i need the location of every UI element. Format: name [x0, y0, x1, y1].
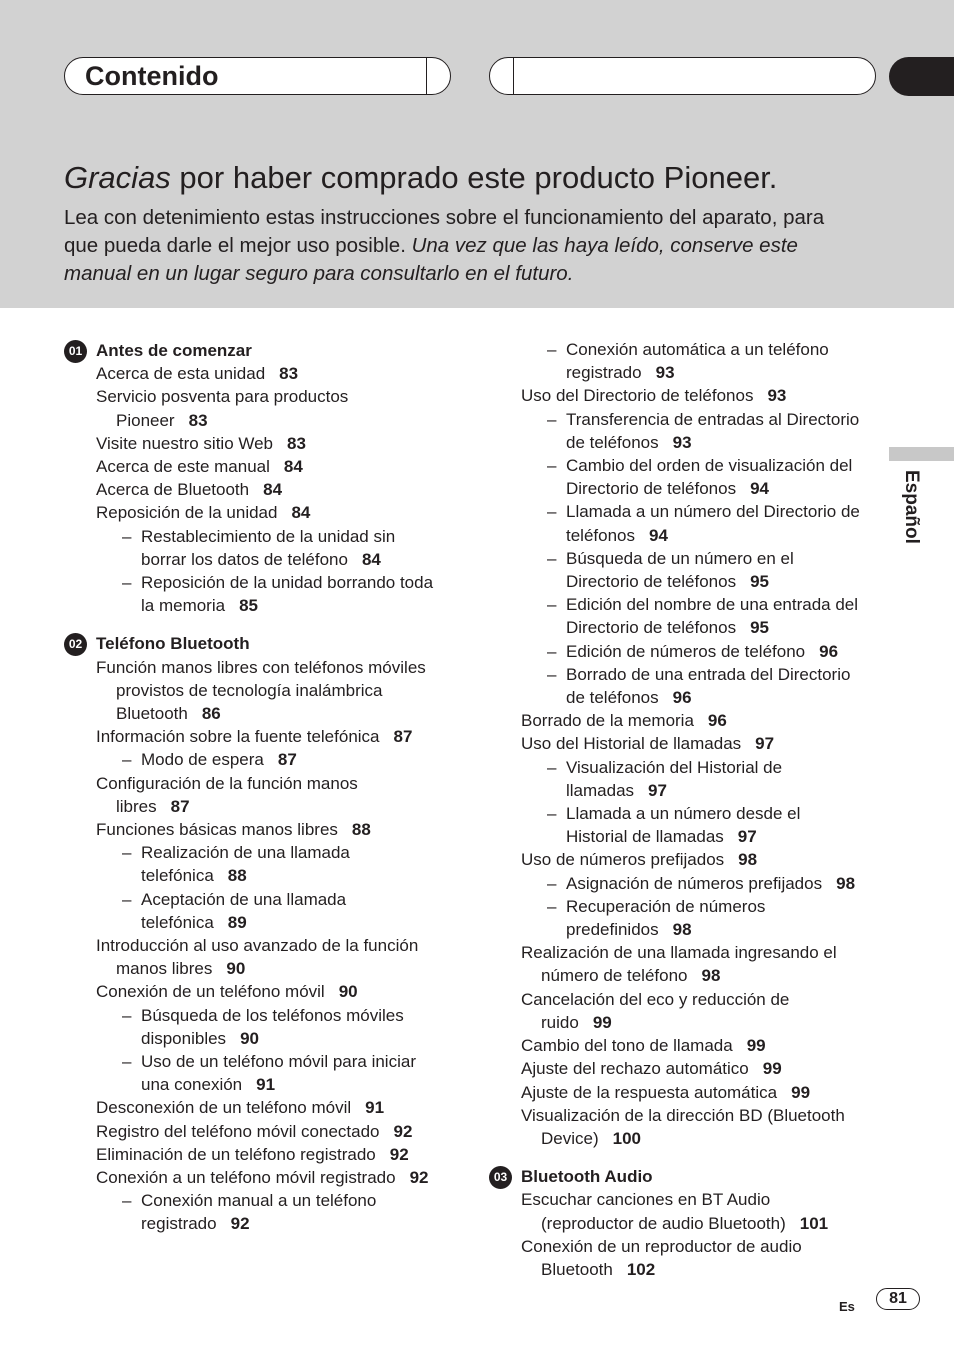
toc-entry-text: provistos de tecnología inalámbrica [116, 680, 383, 700]
toc-subentry [489, 756, 889, 779]
toc-page-number: 96 [672, 688, 692, 708]
toc-entry [64, 656, 464, 679]
headline [64, 158, 777, 198]
section-title: Antes de comenzar [96, 341, 252, 360]
dash-bullet: – [547, 340, 557, 359]
dash-bullet: – [547, 456, 557, 476]
toc-entry [64, 1120, 464, 1143]
toc-subentry [489, 918, 889, 941]
toc-entry-text: Uso del Historial de llamadas [521, 734, 742, 754]
toc-page-number: 95 [750, 572, 770, 592]
toc-page-number: 86 [201, 704, 221, 724]
toc-page-number: 100 [612, 1128, 641, 1148]
toc-entry-text: Uso del Directorio de teléfonos [521, 386, 754, 406]
section-heading [64, 632, 464, 655]
toc-page-number: 83 [188, 410, 208, 430]
toc-page-number: 85 [239, 596, 259, 616]
toc-entry-text: Realización de una llamada [141, 843, 350, 863]
toc-page-number: 98 [836, 873, 856, 893]
toc-entry-text: telefónica [141, 866, 214, 886]
toc-entry-text: Función manos libres con teléfonos móviles [96, 657, 426, 677]
toc-entry-text: Ajuste del rechazo automático [521, 1059, 749, 1079]
dash-bullet: – [547, 595, 557, 615]
toc-entry-text: Directorio de teléfonos [566, 572, 737, 592]
toc-entry [489, 964, 889, 987]
toc-entry-text: Uso de números prefijados [521, 850, 725, 870]
toc-entry-text: Funciones básicas manos libres [96, 820, 338, 840]
dash-bullet: – [547, 873, 557, 893]
toc-page-number: 99 [592, 1012, 612, 1032]
toc-subentry [489, 895, 889, 918]
dash-bullet: – [547, 804, 557, 824]
toc-entry-text: Device) [541, 1128, 599, 1148]
toc-entry-text: Directorio de teléfonos [566, 479, 737, 499]
toc-entry [489, 1258, 889, 1281]
toc-entry [64, 957, 464, 980]
toc-page-number: 90 [240, 1028, 259, 1048]
toc-entry-text: Aceptación de una llamada [141, 889, 347, 909]
toc-entry-text: de teléfonos [566, 688, 659, 708]
toc-entry-text: Conexión de un reproductor de audio [521, 1236, 802, 1256]
dash-bullet: – [547, 641, 557, 661]
dash-bullet: – [547, 548, 557, 568]
toc-entry-text: Borrado de la memoria [521, 711, 694, 731]
toc-page-number: 93 [767, 386, 787, 406]
toc-page-number: 101 [799, 1213, 829, 1233]
toc-page-number: 90 [226, 959, 246, 979]
toc-subentry [489, 408, 889, 431]
toc-entry [64, 980, 464, 1003]
dash-bullet: – [122, 526, 132, 546]
toc-subentry [489, 524, 889, 547]
toc-entry-text: Conexión manual a un teléfono [141, 1191, 377, 1211]
toc-page-number: 98 [738, 850, 758, 870]
toc-entry [64, 501, 464, 524]
section-number-badge: 02 [64, 633, 87, 656]
toc-page-number: 87 [277, 750, 297, 770]
toc-entry [64, 1166, 464, 1189]
toc-page-number: 88 [351, 820, 371, 840]
toc-page-number: 98 [672, 920, 692, 940]
toc-entry [489, 1104, 889, 1127]
toc-entry-text: Visite nuestro sitio Web [96, 433, 274, 453]
toc-entry-text: Historial de llamadas [566, 827, 724, 847]
toc-page-number: 99 [791, 1082, 811, 1102]
toc-entry-text: Transferencia de entradas al Directorio [566, 409, 860, 429]
toc-entry [489, 1011, 889, 1034]
toc-subentry [64, 888, 464, 911]
toc-entry-text: Conexión de un teléfono móvil [96, 982, 325, 1002]
toc-subentry [489, 338, 889, 361]
toc-entry-text: (reproductor de audio Bluetooth) [541, 1213, 786, 1233]
toc-subentry [489, 361, 889, 384]
toc-subentry [489, 825, 889, 848]
section-number-badge: 01 [64, 340, 87, 363]
toc-page-number: 92 [409, 1168, 429, 1188]
dash-bullet: – [122, 843, 132, 863]
toc-entry-text: Visualización del Historial de [566, 757, 783, 777]
toc-entry [489, 1034, 889, 1057]
toc-entry [64, 702, 464, 725]
toc-subentry [64, 1050, 464, 1073]
toc-entry [489, 1235, 889, 1258]
section-heading [489, 1165, 889, 1188]
toc-subentry [64, 594, 464, 617]
toc-entry [489, 732, 889, 755]
language-tab [889, 447, 954, 461]
toc-entry-text: libres [116, 796, 157, 816]
toc-entry-text: Conexión a un teléfono móvil registrado [96, 1168, 396, 1188]
toc-entry-text: Recuperación de números [566, 896, 766, 916]
toc-entry [489, 1081, 889, 1104]
language-label: Español [901, 470, 922, 544]
intro-normal: Lea con detenimiento estas instrucciones sobre el funcionamiento del aparato, para que pueda darle el mejor uso posible. [64, 206, 825, 257]
toc-subentry [64, 841, 464, 864]
toc-entry-text: registrado [566, 363, 642, 383]
toc-entry [64, 455, 464, 478]
empty-header-pill [489, 57, 876, 95]
toc-entry-text: Búsqueda de un número en el [566, 548, 794, 568]
toc-subentry [489, 500, 889, 523]
dash-bullet: – [122, 889, 132, 909]
dash-bullet: – [122, 1005, 132, 1025]
toc-entry [64, 478, 464, 501]
toc-entry-text: llamadas [566, 780, 635, 800]
dash-bullet: – [547, 664, 557, 684]
toc-entry-text: Información sobre la fuente telefónica [96, 727, 380, 747]
footer-language: Es [839, 1299, 855, 1314]
toc-page-number: 88 [227, 866, 247, 886]
toc-subentry [64, 1189, 464, 1212]
toc-entry-text: Reposición de la unidad borrando toda [141, 573, 434, 593]
toc-entry [64, 725, 464, 748]
toc-page-number: 84 [291, 503, 311, 523]
toc-entry [489, 988, 889, 1011]
toc-page-number: 89 [227, 912, 247, 932]
toc-subentry [489, 616, 889, 639]
toc-entry-text: Eliminación de un teléfono registrado [96, 1144, 376, 1164]
toc-entry-text: Bluetooth [116, 704, 188, 724]
toc-page-number: 91 [365, 1098, 385, 1118]
dash-bullet: – [122, 750, 132, 770]
toc-page-number: 83 [287, 433, 306, 453]
toc-page-number: 99 [762, 1059, 782, 1079]
toc-entry-text: Búsqueda de los teléfonos móviles [141, 1005, 404, 1025]
toc-entry-text: Pioneer [116, 410, 175, 430]
toc-subentry [64, 1212, 464, 1235]
toc-page-number: 102 [626, 1259, 656, 1279]
toc-page-number: 93 [672, 432, 692, 452]
dash-bullet: – [122, 573, 132, 593]
intro-paragraph [64, 204, 854, 288]
toc-page-number: 94 [750, 479, 770, 499]
toc-subentry [64, 1027, 464, 1050]
toc-page-number: 84 [263, 480, 283, 500]
dash-bullet: – [547, 409, 557, 429]
toc-entry-text: borrar los datos de teléfono [141, 549, 348, 569]
toc-subentry [489, 454, 889, 477]
intro-italic: Una vez que las haya leído, conserve este manual en un lugar seguro para consultarlo en el futuro. [64, 234, 798, 285]
toc-entry-text: Conexión automática a un teléfono [566, 340, 829, 359]
toc-entry [489, 1127, 889, 1150]
toc-entry [64, 934, 464, 957]
toc-entry-text: Realización de una llamada ingresando el [521, 943, 837, 963]
toc-entry-text: Escuchar canciones en BT Audio [521, 1190, 771, 1210]
toc-subentry [489, 477, 889, 500]
section-number-badge: 03 [489, 1166, 512, 1189]
toc-page-number: 92 [393, 1121, 413, 1141]
toc-entry-text: predefinidos [566, 920, 659, 940]
toc-page-number: 95 [750, 618, 770, 638]
toc-entry-text: telefónica [141, 912, 214, 932]
toc-entry-text: número de teléfono [541, 966, 688, 986]
toc-page-number: 84 [361, 549, 381, 569]
pill-notch [426, 58, 444, 94]
toc-subentry [489, 593, 889, 616]
headline-italic: Gracias [64, 160, 171, 195]
toc-entry-text: Modo de espera [141, 750, 264, 770]
toc-entry-text: Desconexión de un teléfono móvil [96, 1098, 352, 1118]
page-number: 81 [876, 1288, 920, 1310]
toc-entry-text: de teléfonos [566, 432, 659, 452]
toc-entry-text: teléfonos [566, 525, 635, 545]
toc-subentry [489, 872, 889, 895]
toc-page-number: 87 [170, 796, 190, 816]
toc-page-number: 97 [648, 780, 667, 800]
toc-entry-text: disponibles [141, 1028, 227, 1048]
toc-entry-text: Acerca de esta unidad [96, 364, 266, 384]
toc-entry-text: Configuración de la función manos [96, 773, 358, 793]
toc-subentry [489, 779, 889, 802]
toc-entry [489, 1057, 889, 1080]
toc-entry [64, 409, 464, 432]
toc-page-number: 97 [755, 734, 775, 754]
toc-page-number: 83 [279, 364, 299, 384]
toc-subentry [64, 911, 464, 934]
toc-entry-text: Bluetooth [541, 1259, 613, 1279]
toc-entry [489, 384, 889, 407]
section-gap [64, 617, 464, 631]
toc-entry-text: Restablecimiento de la unidad sin [141, 526, 396, 546]
toc-page-number: 96 [707, 711, 727, 731]
toc-subentry [489, 431, 889, 454]
toc-entry [64, 432, 464, 455]
toc-subentry [64, 748, 464, 771]
toc-entry-text: Acerca de este manual [96, 457, 270, 476]
toc-page-number: 84 [283, 457, 303, 476]
toc-entry-text: Cancelación del eco y reducción de [521, 989, 790, 1009]
toc-left-column [64, 338, 464, 1236]
section-tab-marker [889, 57, 954, 96]
toc-right-column [489, 338, 889, 1281]
headline-rest: por haber comprado este producto Pioneer. [170, 160, 778, 195]
section-title: Bluetooth Audio [521, 1167, 653, 1187]
section-title: Teléfono Bluetooth [96, 634, 250, 654]
dash-bullet: – [122, 1191, 132, 1211]
toc-page-number: 87 [393, 727, 413, 747]
toc-page-number: 99 [746, 1036, 766, 1056]
toc-page-number: 97 [737, 827, 757, 847]
toc-entry [64, 385, 464, 408]
toc-entry [64, 818, 464, 841]
toc-entry [64, 679, 464, 702]
page-title: Contenido [85, 61, 219, 91]
pill-notch [496, 58, 514, 94]
toc-entry-text: Uso de un teléfono móvil para iniciar [141, 1052, 416, 1072]
toc-entry-text: Ajuste de la respuesta automática [521, 1082, 778, 1102]
toc-page-number: 98 [701, 966, 721, 986]
toc-entry-text: Llamada a un número del Directorio de [566, 502, 860, 522]
toc-entry-text: Edición de números de teléfono [566, 641, 806, 661]
toc-entry-text: Registro del teléfono móvil conectado [96, 1121, 380, 1141]
toc-entry [64, 795, 464, 818]
toc-entry-text: Reposición de la unidad [96, 503, 278, 523]
dash-bullet: – [547, 757, 557, 777]
toc-subentry [64, 571, 464, 594]
toc-page-number: 90 [338, 982, 358, 1002]
toc-page-number: 96 [819, 641, 839, 661]
toc-page-number: 93 [655, 363, 675, 383]
toc-entry [489, 848, 889, 871]
toc-subentry [489, 663, 889, 686]
toc-entry-text: Introducción al uso avanzado de la función [96, 936, 419, 956]
toc-entry-text: la memoria [141, 596, 226, 616]
toc-entry-text: Directorio de teléfonos [566, 618, 737, 638]
toc-subentry [64, 864, 464, 887]
contents-title-pill [64, 57, 451, 95]
toc-entry [64, 362, 464, 385]
toc-entry-text: Acerca de Bluetooth [96, 480, 250, 500]
toc-entry-text: ruido [541, 1012, 579, 1032]
toc-subentry [64, 1004, 464, 1027]
toc-entry [489, 1212, 889, 1235]
toc-subentry [64, 548, 464, 571]
toc-entry-text: Cambio del tono de llamada [521, 1036, 733, 1056]
toc-entry [489, 1188, 889, 1211]
toc-page-number: 92 [389, 1144, 409, 1164]
toc-page-number: 94 [649, 525, 668, 545]
toc-page-number: 91 [256, 1075, 276, 1095]
toc-subentry [489, 570, 889, 593]
toc-entry-text: Visualización de la dirección BD (Bluetooth [521, 1105, 845, 1125]
toc-subentry [64, 1073, 464, 1096]
toc-entry-text: Asignación de números prefijados [566, 873, 823, 893]
toc-entry-text: registrado [141, 1214, 217, 1234]
toc-subentry [489, 686, 889, 709]
dash-bullet: – [547, 896, 557, 916]
toc-entry [64, 1143, 464, 1166]
section-heading [64, 339, 464, 362]
toc-entry-text: Edición del nombre de una entrada del [566, 595, 859, 615]
dash-bullet: – [122, 1052, 132, 1072]
dash-bullet: – [547, 502, 557, 522]
toc-entry-text: manos libres [116, 959, 213, 979]
toc-entry [64, 1096, 464, 1119]
toc-entry [64, 772, 464, 795]
toc-entry-text: Servicio posventa para productos [96, 387, 349, 407]
toc-entry [489, 941, 889, 964]
toc-entry-text: Cambio del orden de visualización del [566, 456, 853, 476]
toc-page-number: 92 [230, 1214, 250, 1234]
toc-entry-text: una conexión [141, 1075, 243, 1095]
toc-subentry [64, 525, 464, 548]
toc-entry [489, 709, 889, 732]
toc-subentry [489, 547, 889, 570]
section-gap [489, 1150, 889, 1164]
toc-subentry [489, 640, 889, 663]
toc-entry-text: Llamada a un número desde el [566, 804, 801, 824]
toc-entry-text: Borrado de una entrada del Directorio [566, 664, 851, 684]
toc-subentry [489, 802, 889, 825]
